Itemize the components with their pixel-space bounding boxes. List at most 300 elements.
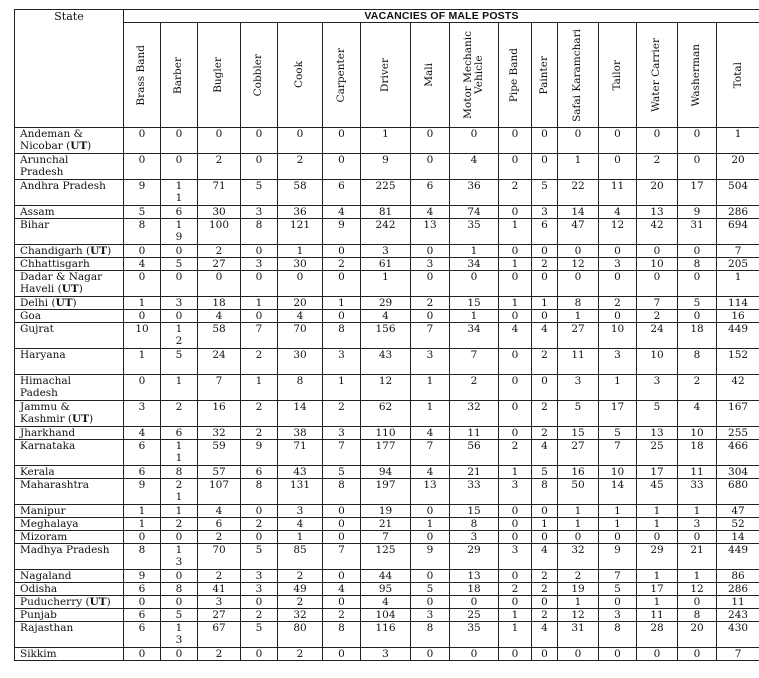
value-cell: 20 bbox=[678, 622, 717, 648]
value-cell: 1 bbox=[637, 505, 678, 518]
table-row bbox=[15, 310, 759, 323]
value-cell: 0 bbox=[323, 596, 361, 609]
table-row bbox=[15, 609, 759, 622]
value-cell: 25 bbox=[637, 440, 678, 466]
value-cell: 9 bbox=[411, 544, 450, 570]
ut-marker: (UT) bbox=[64, 413, 94, 425]
value-cell: 0 bbox=[599, 531, 637, 544]
value-cell: 1 9 bbox=[161, 219, 198, 245]
value-cell: 13 bbox=[450, 570, 499, 583]
value-cell: 21 bbox=[678, 544, 717, 570]
value-cell: 5 bbox=[558, 401, 599, 427]
value-cell: 2 bbox=[637, 154, 678, 180]
value-cell: 2 bbox=[241, 427, 278, 440]
table-row bbox=[15, 323, 759, 349]
state-cell bbox=[15, 219, 124, 245]
state-cell bbox=[15, 271, 124, 297]
value-cell: 3 bbox=[124, 401, 161, 427]
value-cell: 0 bbox=[161, 154, 198, 180]
value-cell: 1 bbox=[717, 271, 759, 297]
value-cell: 0 bbox=[678, 596, 717, 609]
value-cell: 0 bbox=[411, 271, 450, 297]
value-cell: 104 bbox=[361, 609, 411, 622]
value-cell: 6 bbox=[161, 206, 198, 219]
value-cell: 7 bbox=[637, 297, 678, 310]
column-header-label: Bugler bbox=[212, 57, 225, 93]
state-name-line: Sikkim bbox=[20, 648, 57, 660]
value-cell: 4 bbox=[124, 258, 161, 271]
value-cell: 0 bbox=[599, 271, 637, 297]
value-cell: 0 bbox=[161, 648, 198, 661]
value-cell: 0 bbox=[161, 570, 198, 583]
value-cell: 8 bbox=[124, 544, 161, 570]
column-header bbox=[161, 23, 198, 128]
value-cell: 3 bbox=[411, 349, 450, 375]
value-cell: 3 bbox=[323, 427, 361, 440]
value-cell: 8 bbox=[161, 583, 198, 596]
column-header-label: Total bbox=[731, 61, 744, 89]
value-cell: 0 bbox=[411, 128, 450, 154]
value-cell: 1 bbox=[499, 466, 532, 479]
value-cell: 0 bbox=[499, 310, 532, 323]
value-cell: 7 bbox=[323, 544, 361, 570]
value-cell: 32 bbox=[278, 609, 323, 622]
state-name-line: Assam bbox=[20, 206, 55, 218]
value-cell: 13 bbox=[637, 427, 678, 440]
table-row bbox=[15, 505, 759, 518]
value-cell: 18 bbox=[198, 297, 241, 310]
value-cell: 466 bbox=[717, 440, 759, 466]
value-cell: 5 bbox=[599, 583, 637, 596]
value-cell: 2 bbox=[198, 154, 241, 180]
value-cell: 0 bbox=[323, 570, 361, 583]
value-cell: 2 bbox=[637, 310, 678, 323]
value-cell: 7 bbox=[411, 323, 450, 349]
column-header-label: Mali bbox=[423, 63, 436, 87]
value-cell: 0 bbox=[241, 596, 278, 609]
value-cell: 3 bbox=[558, 375, 599, 401]
state-name-line: Kashmir bbox=[20, 413, 65, 425]
value-cell: 0 bbox=[532, 154, 558, 180]
value-cell: 9 bbox=[124, 479, 161, 505]
value-cell: 24 bbox=[198, 349, 241, 375]
state-cell bbox=[15, 531, 124, 544]
value-cell: 6 bbox=[532, 219, 558, 245]
value-cell: 1 bbox=[499, 297, 532, 310]
value-cell: 44 bbox=[361, 570, 411, 583]
value-cell: 33 bbox=[450, 479, 499, 505]
table-row bbox=[15, 271, 759, 297]
value-cell: 1 3 bbox=[161, 544, 198, 570]
value-cell: 0 bbox=[411, 245, 450, 258]
value-cell: 8 bbox=[161, 466, 198, 479]
value-cell: 2 bbox=[499, 583, 532, 596]
value-cell: 31 bbox=[678, 219, 717, 245]
value-cell: 694 bbox=[717, 219, 759, 245]
column-header bbox=[678, 23, 717, 128]
value-cell: 11 bbox=[599, 180, 637, 206]
state-name-line: Kerala bbox=[20, 466, 55, 478]
value-cell: 0 bbox=[599, 596, 637, 609]
value-cell: 2 bbox=[323, 401, 361, 427]
value-cell: 1 2 bbox=[161, 323, 198, 349]
value-cell: 3 bbox=[499, 544, 532, 570]
value-cell: 10 bbox=[678, 427, 717, 440]
value-cell: 3 bbox=[361, 245, 411, 258]
column-header-label: Safai Karamchari bbox=[571, 28, 584, 122]
value-cell: 504 bbox=[717, 180, 759, 206]
value-cell: 0 bbox=[323, 648, 361, 661]
value-cell: 1 bbox=[558, 154, 599, 180]
value-cell: 7 bbox=[450, 349, 499, 375]
value-cell: 0 bbox=[411, 154, 450, 180]
column-header-label: Water Carrier bbox=[650, 38, 663, 112]
value-cell: 10 bbox=[599, 323, 637, 349]
value-cell: 0 bbox=[241, 310, 278, 323]
value-cell: 2 bbox=[241, 401, 278, 427]
value-cell: 3 bbox=[241, 258, 278, 271]
table-row bbox=[15, 219, 759, 245]
value-cell: 13 bbox=[411, 479, 450, 505]
state-name-line: Dadar & Nagar bbox=[20, 271, 103, 283]
value-cell: 10 bbox=[637, 349, 678, 375]
value-cell: 5 bbox=[323, 466, 361, 479]
ut-marker: (UT) bbox=[54, 283, 83, 295]
state-cell bbox=[15, 349, 124, 375]
state-name-line: Haveli bbox=[20, 283, 55, 295]
state-cell bbox=[15, 375, 124, 401]
group-title: VACANCIES OF MALE POSTS bbox=[124, 10, 759, 23]
value-cell: 71 bbox=[278, 440, 323, 466]
value-cell: 9 bbox=[124, 570, 161, 583]
value-cell: 1 bbox=[411, 375, 450, 401]
state-name-line: Odisha bbox=[20, 583, 58, 595]
value-cell: 31 bbox=[558, 622, 599, 648]
value-cell: 0 bbox=[278, 128, 323, 154]
value-cell: 18 bbox=[678, 323, 717, 349]
value-cell: 0 bbox=[499, 401, 532, 427]
column-header-label: Barber bbox=[172, 56, 185, 94]
value-cell: 21 bbox=[450, 466, 499, 479]
value-cell: 1 bbox=[450, 245, 499, 258]
value-cell: 0 bbox=[678, 271, 717, 297]
state-cell bbox=[15, 648, 124, 661]
value-cell: 15 bbox=[450, 297, 499, 310]
value-cell: 5 bbox=[161, 349, 198, 375]
value-cell: 70 bbox=[198, 544, 241, 570]
vacancies-table bbox=[14, 9, 759, 661]
value-cell: 35 bbox=[450, 219, 499, 245]
value-cell: 80 bbox=[278, 622, 323, 648]
value-cell: 0 bbox=[558, 271, 599, 297]
value-cell: 4 bbox=[532, 622, 558, 648]
value-cell: 1 bbox=[599, 518, 637, 531]
column-header bbox=[361, 23, 411, 128]
value-cell: 11 bbox=[678, 466, 717, 479]
value-cell: 0 bbox=[499, 349, 532, 375]
table-row bbox=[15, 258, 759, 271]
value-cell: 32 bbox=[450, 401, 499, 427]
value-cell: 14 bbox=[717, 531, 759, 544]
value-cell: 34 bbox=[450, 258, 499, 271]
table-row bbox=[15, 206, 759, 219]
value-cell: 125 bbox=[361, 544, 411, 570]
state-cell bbox=[15, 180, 124, 206]
value-cell: 0 bbox=[241, 648, 278, 661]
state-name-line: Haryana bbox=[20, 349, 66, 361]
value-cell: 3 bbox=[323, 349, 361, 375]
value-cell: 8 bbox=[678, 258, 717, 271]
value-cell: 9 bbox=[323, 219, 361, 245]
value-cell: 0 bbox=[323, 128, 361, 154]
value-cell: 36 bbox=[450, 180, 499, 206]
value-cell: 27 bbox=[558, 440, 599, 466]
value-cell: 449 bbox=[717, 323, 759, 349]
value-cell: 7 bbox=[198, 375, 241, 401]
state-name-line: Pradesh bbox=[20, 166, 64, 178]
value-cell: 2 bbox=[161, 518, 198, 531]
value-cell: 8 bbox=[241, 219, 278, 245]
value-cell: 4 bbox=[361, 596, 411, 609]
column-header bbox=[637, 23, 678, 128]
value-cell: 34 bbox=[450, 323, 499, 349]
state-name-line: Chandigarh bbox=[20, 245, 83, 257]
value-cell: 41 bbox=[198, 583, 241, 596]
value-cell: 1 bbox=[411, 518, 450, 531]
value-cell: 1 bbox=[124, 505, 161, 518]
value-cell: 5 bbox=[241, 622, 278, 648]
value-cell: 0 bbox=[599, 245, 637, 258]
table-row bbox=[15, 544, 759, 570]
value-cell: 28 bbox=[637, 622, 678, 648]
value-cell: 13 bbox=[637, 206, 678, 219]
table-row bbox=[15, 622, 759, 648]
value-cell: 0 bbox=[637, 245, 678, 258]
value-cell: 100 bbox=[198, 219, 241, 245]
table-row bbox=[15, 440, 759, 466]
value-cell: 33 bbox=[678, 479, 717, 505]
value-cell: 0 bbox=[599, 128, 637, 154]
table-row bbox=[15, 583, 759, 596]
value-cell: 5 bbox=[161, 609, 198, 622]
column-header bbox=[599, 23, 637, 128]
value-cell: 16 bbox=[717, 310, 759, 323]
value-cell: 0 bbox=[124, 375, 161, 401]
value-cell: 2 bbox=[599, 297, 637, 310]
value-cell: 1 bbox=[558, 596, 599, 609]
value-cell: 58 bbox=[278, 180, 323, 206]
value-cell: 6 bbox=[323, 180, 361, 206]
state-name-line: Meghalaya bbox=[20, 518, 79, 530]
value-cell: 2 bbox=[241, 518, 278, 531]
value-cell: 5 bbox=[532, 466, 558, 479]
value-cell: 70 bbox=[278, 323, 323, 349]
value-cell: 0 bbox=[499, 154, 532, 180]
value-cell: 0 bbox=[241, 531, 278, 544]
value-cell: 4 bbox=[532, 440, 558, 466]
value-cell: 67 bbox=[198, 622, 241, 648]
value-cell: 2 bbox=[499, 180, 532, 206]
table-row bbox=[15, 180, 759, 206]
value-cell: 6 bbox=[124, 440, 161, 466]
value-cell: 3 bbox=[198, 596, 241, 609]
value-cell: 0 bbox=[532, 531, 558, 544]
state-name-line: Chhattisgarh bbox=[20, 258, 90, 270]
value-cell: 2 bbox=[411, 297, 450, 310]
table-row bbox=[15, 427, 759, 440]
value-cell: 1 bbox=[241, 297, 278, 310]
value-cell: 0 bbox=[161, 310, 198, 323]
value-cell: 2 bbox=[678, 375, 717, 401]
value-cell: 680 bbox=[717, 479, 759, 505]
value-cell: 1 bbox=[323, 297, 361, 310]
value-cell: 0 bbox=[558, 648, 599, 661]
state-cell bbox=[15, 323, 124, 349]
table-row bbox=[15, 518, 759, 531]
value-cell: 0 bbox=[499, 206, 532, 219]
value-cell: 4 bbox=[411, 206, 450, 219]
value-cell: 2 bbox=[532, 427, 558, 440]
value-cell: 1 bbox=[499, 258, 532, 271]
value-cell: 12 bbox=[558, 258, 599, 271]
value-cell: 1 bbox=[241, 375, 278, 401]
value-cell: 2 bbox=[558, 570, 599, 583]
state-name-line: Padesh bbox=[20, 387, 58, 399]
value-cell: 2 bbox=[323, 609, 361, 622]
value-cell: 8 bbox=[323, 323, 361, 349]
value-cell: 1 bbox=[278, 531, 323, 544]
value-cell: 0 bbox=[678, 128, 717, 154]
column-header-label: Painter bbox=[537, 55, 550, 95]
value-cell: 21 bbox=[361, 518, 411, 531]
value-cell: 0 bbox=[323, 518, 361, 531]
value-cell: 8 bbox=[678, 609, 717, 622]
value-cell: 4 bbox=[599, 206, 637, 219]
state-name-line: Delhi bbox=[20, 297, 49, 309]
value-cell: 0 bbox=[532, 245, 558, 258]
value-cell: 6 bbox=[241, 466, 278, 479]
table-row bbox=[15, 570, 759, 583]
value-cell: 18 bbox=[450, 583, 499, 596]
value-cell: 8 bbox=[599, 622, 637, 648]
column-header-label: Pipe Band bbox=[508, 47, 521, 103]
value-cell: 7 bbox=[411, 440, 450, 466]
value-cell: 0 bbox=[411, 310, 450, 323]
state-cell bbox=[15, 505, 124, 518]
value-cell: 2 bbox=[450, 375, 499, 401]
value-cell: 2 bbox=[532, 258, 558, 271]
value-cell: 1 bbox=[323, 375, 361, 401]
value-cell: 3 bbox=[532, 206, 558, 219]
value-cell: 59 bbox=[198, 440, 241, 466]
value-cell: 19 bbox=[558, 583, 599, 596]
value-cell: 6 bbox=[198, 518, 241, 531]
value-cell: 0 bbox=[124, 245, 161, 258]
value-cell: 4 bbox=[278, 518, 323, 531]
value-cell: 20 bbox=[637, 180, 678, 206]
value-cell: 0 bbox=[323, 505, 361, 518]
value-cell: 1 bbox=[558, 310, 599, 323]
value-cell: 1 bbox=[678, 505, 717, 518]
value-cell: 205 bbox=[717, 258, 759, 271]
value-cell: 2 bbox=[198, 245, 241, 258]
value-cell: 0 bbox=[499, 245, 532, 258]
value-cell: 27 bbox=[198, 258, 241, 271]
value-cell: 81 bbox=[361, 206, 411, 219]
state-cell bbox=[15, 154, 124, 180]
value-cell: 0 bbox=[411, 570, 450, 583]
value-cell: 0 bbox=[124, 648, 161, 661]
value-cell: 30 bbox=[198, 206, 241, 219]
value-cell: 19 bbox=[361, 505, 411, 518]
value-cell: 8 bbox=[323, 622, 361, 648]
value-cell: 2 bbox=[278, 596, 323, 609]
ut-marker: (UT) bbox=[82, 245, 112, 257]
value-cell: 4 bbox=[323, 583, 361, 596]
value-cell: 0 bbox=[161, 531, 198, 544]
value-cell: 4 bbox=[411, 427, 450, 440]
state-name-line: Mizoram bbox=[20, 531, 68, 543]
value-cell: 0 bbox=[241, 128, 278, 154]
value-cell: 14 bbox=[599, 479, 637, 505]
value-cell: 2 bbox=[499, 440, 532, 466]
value-cell: 1 bbox=[637, 518, 678, 531]
value-cell: 1 bbox=[124, 518, 161, 531]
value-cell: 17 bbox=[637, 466, 678, 479]
value-cell: 1 bbox=[637, 596, 678, 609]
value-cell: 1 1 bbox=[161, 440, 198, 466]
value-cell: 15 bbox=[558, 427, 599, 440]
value-cell: 4 bbox=[124, 427, 161, 440]
value-cell: 0 bbox=[124, 596, 161, 609]
value-cell: 94 bbox=[361, 466, 411, 479]
value-cell: 43 bbox=[361, 349, 411, 375]
table-row bbox=[15, 648, 759, 661]
value-cell: 8 bbox=[323, 479, 361, 505]
value-cell: 1 bbox=[558, 518, 599, 531]
ut-marker: (UT) bbox=[48, 297, 77, 309]
value-cell: 12 bbox=[558, 609, 599, 622]
value-cell: 0 bbox=[499, 505, 532, 518]
value-cell: 9 bbox=[361, 154, 411, 180]
value-cell: 74 bbox=[450, 206, 499, 219]
value-cell: 2 bbox=[278, 154, 323, 180]
value-cell: 2 bbox=[323, 258, 361, 271]
value-cell: 12 bbox=[361, 375, 411, 401]
value-cell: 14 bbox=[558, 206, 599, 219]
value-cell: 121 bbox=[278, 219, 323, 245]
column-header bbox=[278, 23, 323, 128]
state-name-line: Himachal bbox=[20, 375, 71, 387]
value-cell: 0 bbox=[637, 531, 678, 544]
state-cell bbox=[15, 245, 124, 258]
value-cell: 0 bbox=[532, 596, 558, 609]
value-cell: 8 bbox=[532, 479, 558, 505]
value-cell: 0 bbox=[678, 154, 717, 180]
value-cell: 0 bbox=[499, 518, 532, 531]
value-cell: 45 bbox=[637, 479, 678, 505]
value-cell: 5 bbox=[532, 180, 558, 206]
value-cell: 3 bbox=[637, 375, 678, 401]
value-cell: 6 bbox=[124, 583, 161, 596]
value-cell: 0 bbox=[411, 648, 450, 661]
value-cell: 0 bbox=[323, 245, 361, 258]
value-cell: 1 bbox=[717, 128, 759, 154]
value-cell: 2 bbox=[532, 349, 558, 375]
state-cell bbox=[15, 206, 124, 219]
state-cell bbox=[15, 518, 124, 531]
value-cell: 0 bbox=[450, 271, 499, 297]
